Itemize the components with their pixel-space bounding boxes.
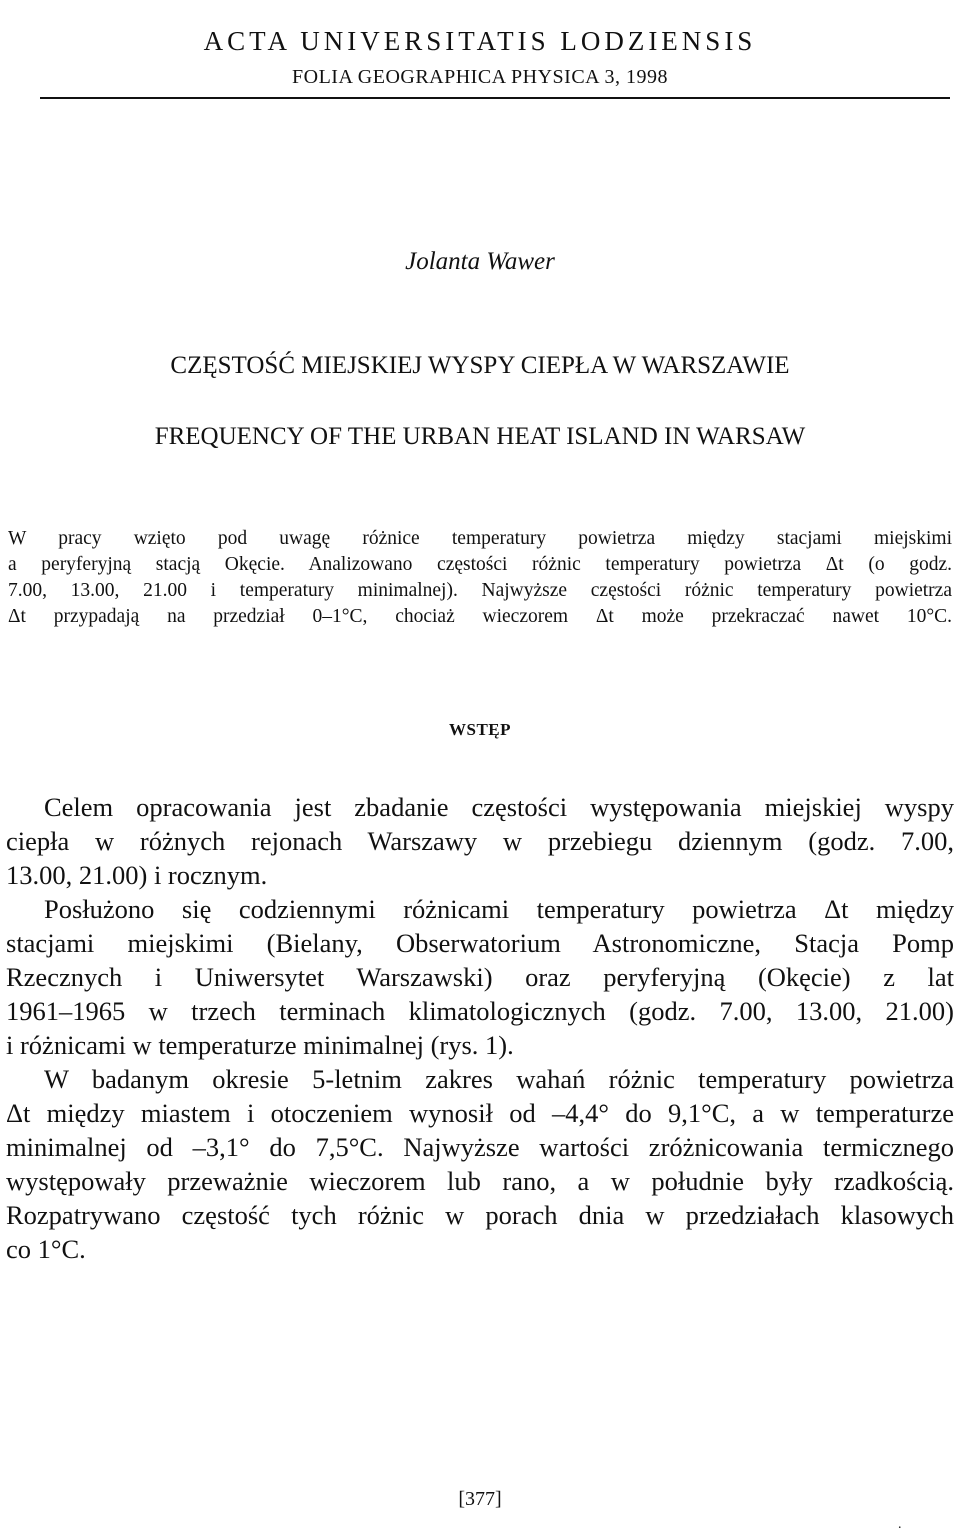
- article-title-english: FREQUENCY OF THE URBAN HEAT ISLAND IN WARSAW: [154, 423, 806, 450]
- abstract: [8, 526, 952, 630]
- corner-mark: .: [898, 1517, 902, 1532]
- paragraph: [6, 1062, 954, 1266]
- author-name: Jolanta Wawer: [405, 248, 555, 275]
- text-line: Celem opracowania jest zbadanie częstości występowania miejskiej wyspy: [44, 792, 954, 822]
- text-line: stacjami miejskimi (Bielany, Obserwatorium Astronomiczne, Stacja Pomp: [6, 928, 954, 958]
- text-line: Δt między miastem i otoczeniem wynosił od –4,4° do 9,1°C, a w temperaturze: [6, 1098, 954, 1128]
- paragraph: [6, 790, 954, 892]
- abstract-line: W pracy wzięto pod uwagę różnice temperatury powietrza między stacjami miejskimi: [8, 528, 952, 549]
- paragraph: [6, 892, 954, 1062]
- page-number: [377]: [458, 1488, 502, 1510]
- text-line: Rzecznych i Uniwersytet Warszawski) oraz peryferyjną (Okęcie) z lat: [6, 962, 954, 992]
- text-line: minimalnej od –3,1° do 7,5°C. Najwyższe wartości zróżnicowania termicznego: [6, 1132, 954, 1162]
- abstract-line: 7.00, 13.00, 21.00 i temperatury minimalnej). Najwyższe częstości różnic temperatury powietrza: [8, 580, 952, 601]
- text-line: Rozpatrywano częstość tych różnic w porach dnia w przedziałach klasowych: [6, 1200, 954, 1230]
- journal-series: FOLIA GEOGRAPHICA PHYSICA 3, 1998: [292, 66, 668, 88]
- body-text: [6, 790, 954, 1266]
- section-heading: WSTĘP: [448, 720, 512, 739]
- text-line: 1961–1965 w trzech terminach klimatologicznych (godz. 7.00, 13.00, 21.00): [6, 996, 954, 1026]
- text-line: 13.00, 21.00) i rocznym.: [6, 860, 268, 890]
- text-line: W badanym okresie 5-letnim zakres wahań różnic temperatury powietrza: [44, 1064, 954, 1094]
- header-rule: [40, 97, 950, 99]
- article-title-polish: CZĘSTOŚĆ MIEJSKIEJ WYSPY CIEPŁA W WARSZAWIE: [170, 352, 790, 379]
- text-line: ciepła w różnych rejonach Warszawy w przebiegu dziennym (godz. 7.00,: [6, 826, 954, 856]
- abstract-line: Δt przypadają na przedział 0–1°C, chociaż wieczorem Δt może przekraczać nawet 10°C.: [8, 606, 952, 627]
- text-line: Posłużono się codziennymi różnicami temperatury powietrza Δt między: [44, 894, 954, 924]
- abstract-line: a peryferyjną stacją Okęcie. Analizowano częstości różnic temperatury powietrza Δt (o godz.: [8, 554, 952, 575]
- text-line: występowały przeważnie wieczorem lub rano, a w południe były rzadkością.: [6, 1166, 954, 1196]
- journal-title: ACTA UNIVERSITATIS LODZIENSIS: [203, 26, 757, 56]
- text-line: i różnicami w temperaturze minimalnej (rys. 1).: [6, 1030, 514, 1060]
- text-line: co 1°C.: [6, 1234, 86, 1264]
